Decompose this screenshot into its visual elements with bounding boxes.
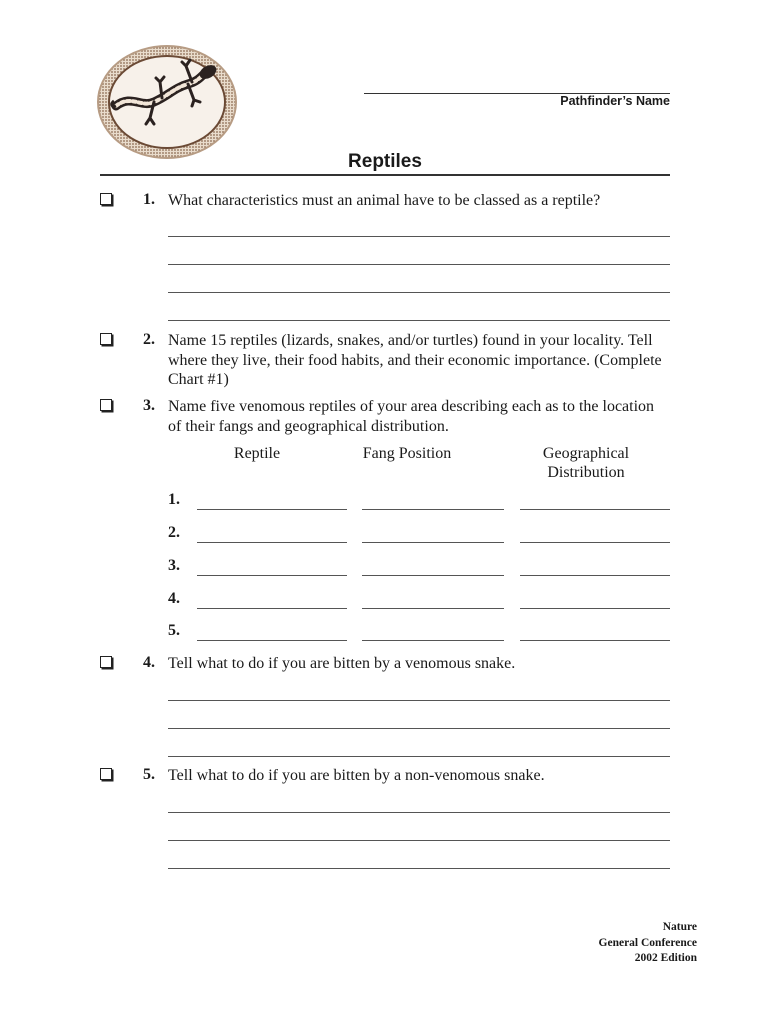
answer-line[interactable]: [168, 320, 670, 321]
reptile-blank[interactable]: [197, 575, 347, 576]
checkbox-icon[interactable]: [100, 333, 112, 345]
fang-position-blank[interactable]: [362, 575, 504, 576]
distribution-blank[interactable]: [520, 542, 670, 543]
answer-line[interactable]: [168, 840, 670, 841]
reptile-blank[interactable]: [197, 542, 347, 543]
question-text: Name 15 reptiles (lizards, snakes, and/or turtles) found in your locality. Tell where they live, their food habits, and their economic importance. (Complete Chart #1): [168, 332, 662, 388]
table-row-number: 4.: [168, 590, 180, 607]
distribution-blank[interactable]: [520, 509, 670, 510]
answer-line[interactable]: [168, 756, 670, 757]
column-header-reptile: Reptile: [233, 445, 281, 462]
footer-line-3: 2002 Edition: [634, 952, 697, 964]
page-title: Reptiles: [348, 151, 422, 172]
question-text: What characteristics must an animal have to be classed as a reptile?: [168, 192, 601, 209]
answer-line[interactable]: [168, 700, 670, 701]
pathfinder-name-label: Pathfinder’s Name: [560, 94, 670, 108]
answer-line[interactable]: [168, 812, 670, 813]
fang-position-blank[interactable]: [362, 542, 504, 543]
answer-line[interactable]: [168, 868, 670, 869]
answer-line[interactable]: [168, 292, 670, 293]
lizard-badge-icon: [96, 44, 238, 160]
fang-position-blank[interactable]: [362, 509, 504, 510]
question-text: Tell what to do if you are bitten by a venomous snake.: [168, 655, 516, 672]
table-row-number: 3.: [168, 557, 180, 574]
fang-position-blank[interactable]: [362, 640, 504, 641]
fang-position-blank[interactable]: [362, 608, 504, 609]
title-divider: [100, 174, 670, 176]
table-row-number: 5.: [168, 622, 180, 639]
column-header-fang-position: Fang Position: [362, 445, 452, 462]
column-header-geographical-distribution: Geographical Distribution: [542, 445, 630, 481]
question-text: Tell what to do if you are bitten by a non-venomous snake.: [168, 767, 545, 784]
question-number: 4.: [143, 654, 155, 671]
footer: [599, 920, 697, 967]
table-row-number: 1.: [168, 491, 180, 508]
table-row-number: 2.: [168, 524, 180, 541]
reptile-blank[interactable]: [197, 509, 347, 510]
answer-line[interactable]: [168, 728, 670, 729]
distribution-blank[interactable]: [520, 575, 670, 576]
checkbox-icon[interactable]: [100, 656, 112, 668]
reptile-blank[interactable]: [197, 608, 347, 609]
answer-line[interactable]: [168, 236, 670, 237]
question-number: 5.: [143, 766, 155, 783]
reptile-blank[interactable]: [197, 640, 347, 641]
footer-line-2: General Conference: [598, 936, 697, 949]
checkbox-icon[interactable]: [100, 193, 112, 205]
question-number: 3.: [143, 397, 155, 414]
distribution-blank[interactable]: [520, 640, 670, 641]
checkbox-icon[interactable]: [100, 399, 112, 411]
answer-line[interactable]: [168, 264, 670, 265]
checkbox-icon[interactable]: [100, 768, 112, 780]
question-number: 2.: [143, 331, 155, 348]
distribution-blank[interactable]: [520, 608, 670, 609]
question-number: 1.: [143, 191, 155, 208]
footer-line-1: Nature: [662, 921, 697, 933]
question-text: Name five venomous reptiles of your area describing each as to the location of their fangs and geographical distribution.: [168, 398, 655, 435]
